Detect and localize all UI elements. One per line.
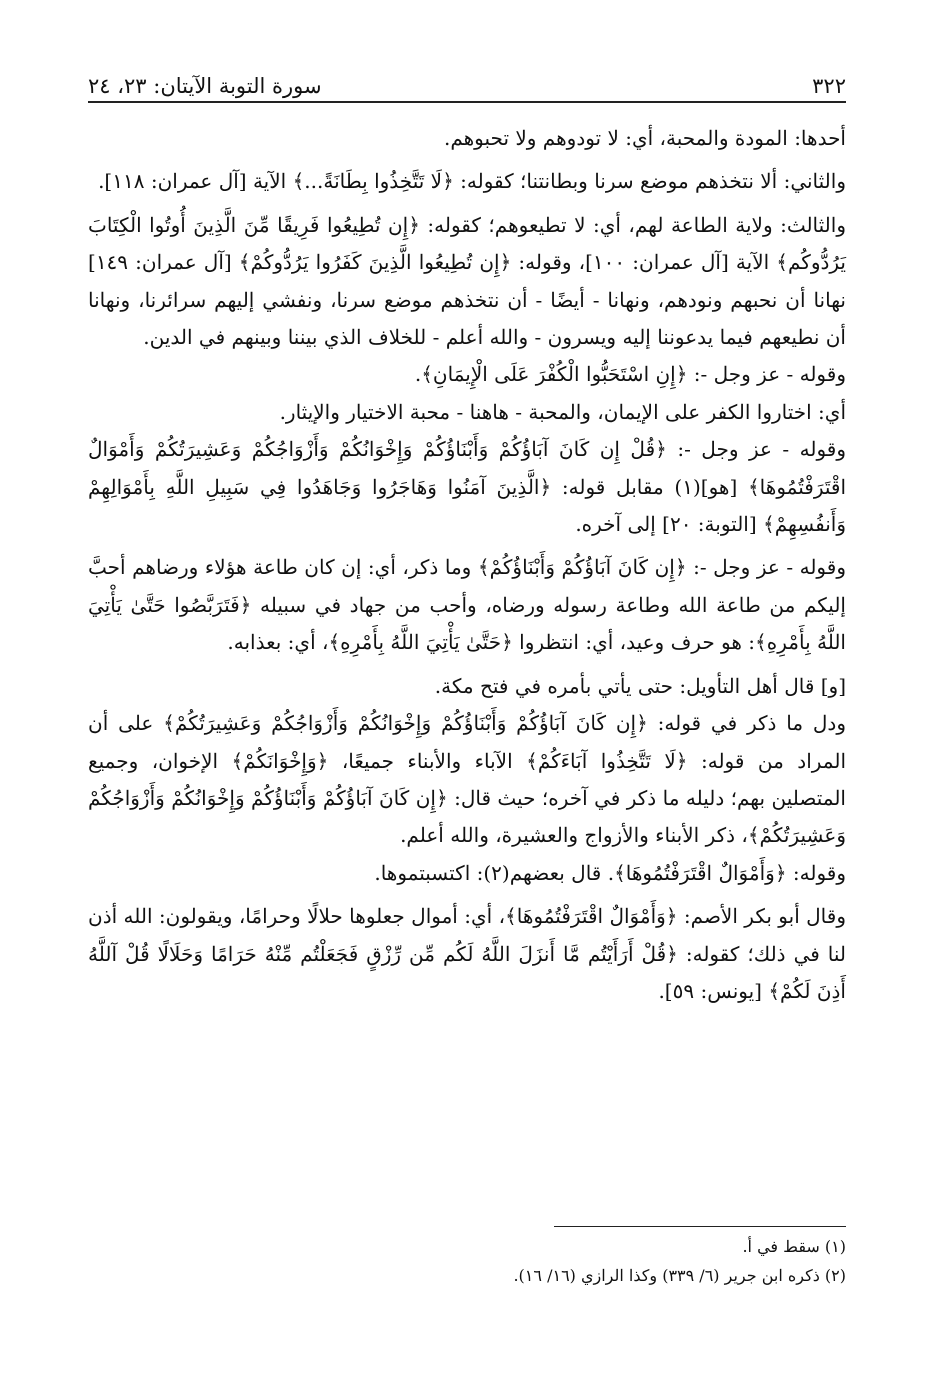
footnote-1: (١) سقط في أ. xyxy=(742,1237,846,1256)
paragraph-2: والثاني: ألا نتخذهم موضع سرنا وبطانتنا؛ كقوله: ﴿لَا تَتَّخِذُوا بِطَانَةً...﴾ الآية [آل عمران: ١١٨]. xyxy=(98,169,846,194)
paragraph-4: وقوله - عز وجل -: ﴿إِنِ اسْتَحَبُّوا الْكُفْرَ عَلَى الْإِيمَانِ﴾. xyxy=(414,362,846,387)
paragraph-11: وقال أبو بكر الأصم: ﴿وَأَمْوَالٌ اقْتَرَفْتُمُوهَا﴾، أي: أموال جعلوها حلالًا وحرامًا، ويقولون: الله أذن لنا في ذلك؛ كقوله: ﴿قُلْ أَرَأَيْتُم مَّا أَنزَلَ اللَّهُ لَكُم مِّن رِّزْقٍ فَجَعَلْتُم مِّنْهُ حَرَامًا وَحَلَالًا قُلْ آللَّهُ أَذِنَ لَكُمْ﴾ [يونس: ٥٩]. xyxy=(88,904,847,1003)
paragraph-8: [و] قال أهل التأويل: حتى يأتي بأمره في فتح مكة. xyxy=(434,673,846,698)
footnotes xyxy=(88,1232,846,1290)
paragraph-9: ودل ما ذكر في قوله: ﴿إِن كَانَ آبَاؤُكُمْ وَأَبْنَاؤُكُمْ وَإِخْوَانُكُمْ وَأَزْوَاجُكُمْ وَعَشِيرَتُكُمْ﴾ على أن المراد من قوله: ﴿لَا تَتَّخِذُوا آبَاءَكُمْ﴾ الآباء والأبناء جميعًا، ﴿وَإِخْوَانَكُمْ﴾ الإخوان، وجميع المتصلين بهم؛ دليله ما ذكر في آخره؛ حيث قال: ﴿إِن كَانَ آبَاؤُكُمْ وَأَبْنَاؤُكُمْ وَإِخْوَانُكُمْ وَأَزْوَاجُكُمْ وَعَشِيرَتُكُمْ﴾، ذكر الأبناء والأزواج والعشيرة، والله أعلم. xyxy=(88,711,846,848)
main-text xyxy=(88,120,846,1010)
paragraph-10: وقوله: ﴿وَأَمْوَالٌ اقْتَرَفْتُمُوهَا﴾. قال بعضهم(٢): اكتسبتموها. xyxy=(374,860,846,885)
footnote-2: (٢) ذكره ابن جرير (٦/ ٣٣٩) وكذا الرازي (١٦/ ١٦). xyxy=(513,1266,846,1285)
page-number: ٣٢٢ xyxy=(812,74,846,98)
footnote-divider xyxy=(554,1226,846,1227)
header-divider xyxy=(88,101,846,103)
paragraph-3: والثالث: ولاية الطاعة لهم، أي: لا تطيعوهم؛ كقوله: ﴿إِن تُطِيعُوا فَرِيقًا مِّنَ الَّذِينَ أُوتُوا الْكِتَابَ يَرُدُّوكُم﴾ الآية [آل عمران: ١٠٠]، وقوله: ﴿إِن تُطِيعُوا الَّذِينَ كَفَرُوا يَرُدُّوكُمْ﴾ [آل عمران: ١٤٩] نهانا أن نحبهم ونودهم، ونهانا - أيضًا - أن نتخذهم موضع سرنا، ونفشي إليهم سرائرنا، ونهانا أن نطيعهم فيما يدعوننا إليه ويسرون - والله أعلم - للخلاف الذي بيننا وبينهم في الدين. xyxy=(88,212,846,350)
paragraph-1: أحدها: المودة والمحبة، أي: لا تودوهم ولا تحبوهم. xyxy=(443,126,846,150)
page-header xyxy=(88,62,846,98)
paragraph-6: وقوله - عز وجل -: ﴿قُلْ إِن كَانَ آبَاؤُكُمْ وَأَبْنَاؤُكُمْ وَإِخْوَانُكُمْ وَأَزْوَاجُكُمْ وَعَشِيرَتُكُمْ وَأَمْوَالٌ اقْتَرَفْتُمُوهَا﴾ [هو](١) مقابل قوله: ﴿الَّذِينَ آمَنُوا وَهَاجَرُوا وَجَاهَدُوا فِي سَبِيلِ اللَّهِ بِأَمْوَالِهِمْ وَأَنفُسِهِمْ﴾ [التوبة: ٢٠] إلى آخره. xyxy=(88,437,847,537)
paragraph-7: وقوله - عز وجل -: ﴿إِن كَانَ آبَاؤُكُمْ وَأَبْنَاؤُكُمْ﴾ وما ذكر، أي: إن كان طاعة هؤلاء ورضاهم أحبَّ إليكم من طاعة الله وطاعة رسوله ورضاه، وأحب من جهاد في سبيله ﴿فَتَرَبَّصُوا حَتَّىٰ يَأْتِيَ اللَّهُ بِأَمْرِهِ﴾: هو حرف وعيد، أي: انتظروا ﴿حَتَّىٰ يَأْتِيَ اللَّهُ بِأَمْرِهِ﴾، أي: بعذابه. xyxy=(88,555,846,655)
paragraph-5: أي: اختاروا الكفر على الإيمان، والمحبة - هاهنا - محبة الاختيار والإيثار. xyxy=(279,399,846,424)
running-title: سورة التوبة الآيتان: ٢٣، ٢٤ xyxy=(88,74,322,98)
